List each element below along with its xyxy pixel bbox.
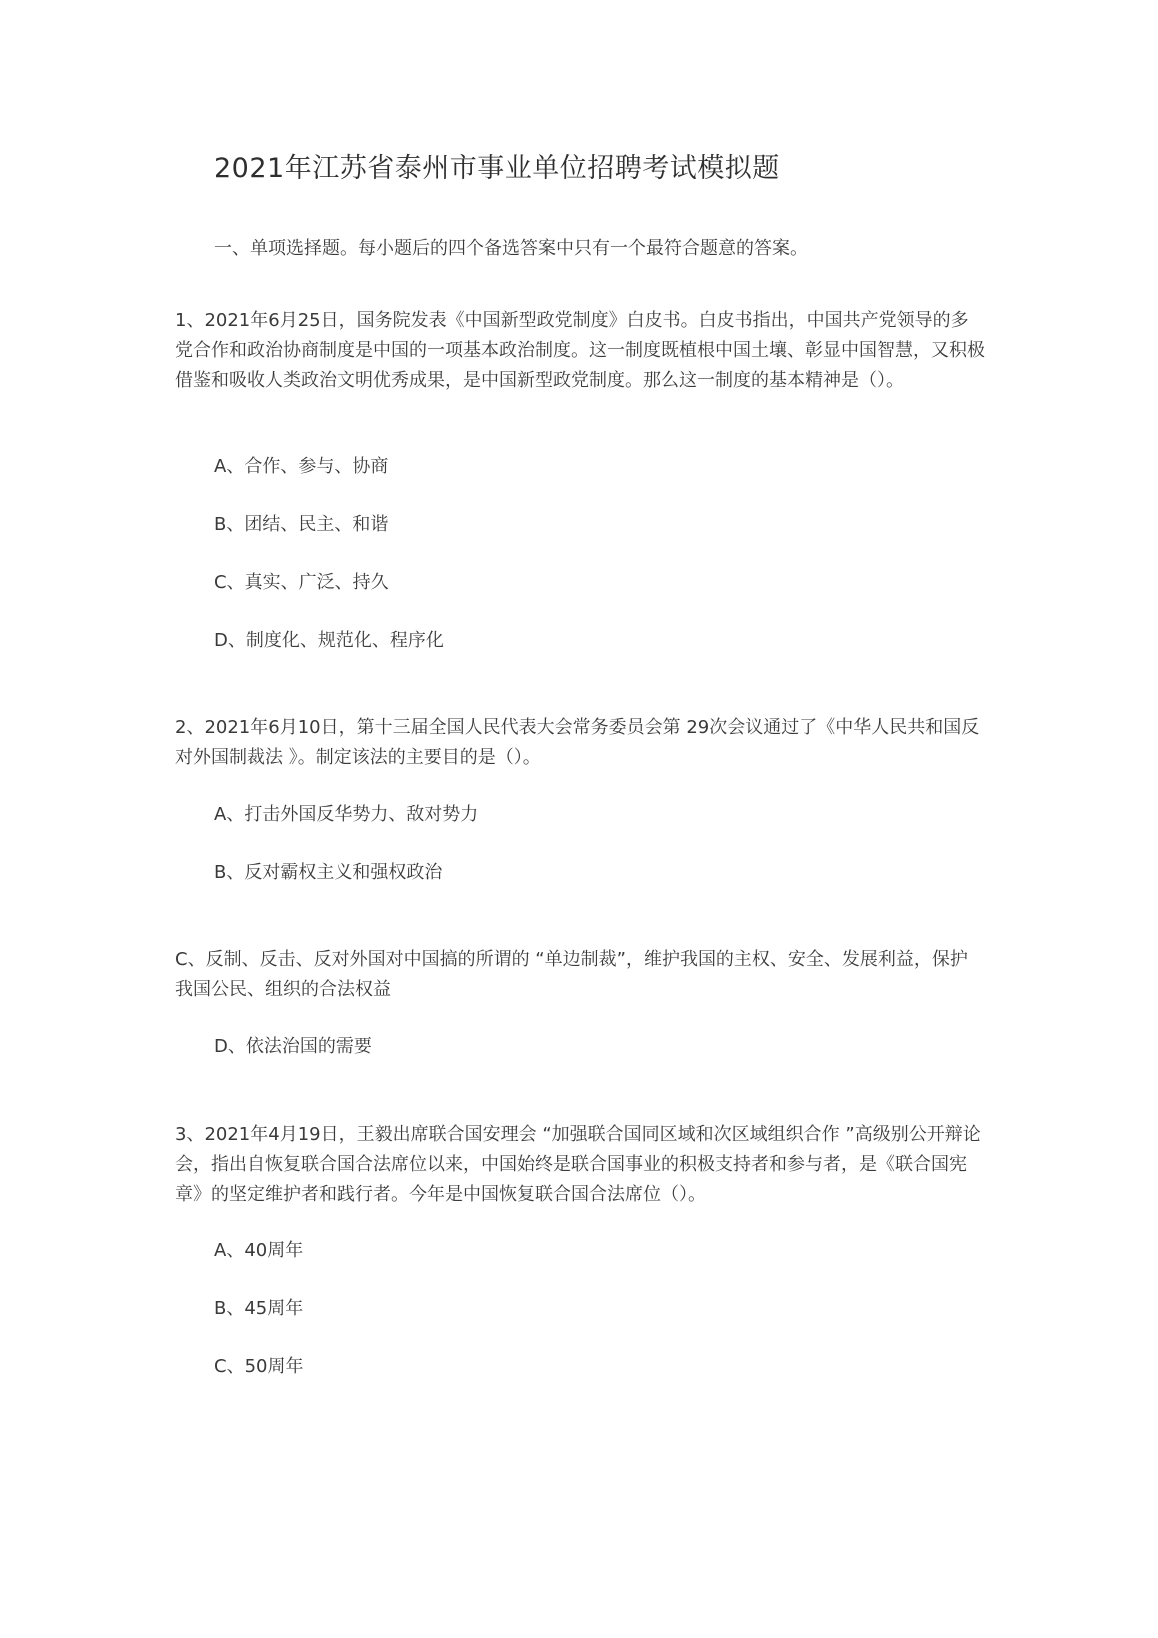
question-1-option-b: B、团结、民主、和谐: [214, 514, 389, 535]
question-3-option-a: A、40周年: [214, 1240, 304, 1261]
question-3-option-c: C、50周年: [214, 1356, 304, 1377]
question-1-option-c: C、真实、广泛、持久: [214, 572, 389, 593]
question-2-stem: 2、2021年6月10日，第十三届全国人民代表大会常务委员会第 29次会议通过了《中华人民共和国反对外国制裁法 》。制定该法的主要目的是（）。: [175, 717, 980, 768]
question-3-option-b: B、45周年: [214, 1298, 304, 1319]
section-heading: 一、单项选择题。每小题后的四个备选答案中只有一个最符合题意的答案。: [214, 238, 808, 259]
question-2-option-d: D、依法治国的需要: [214, 1036, 372, 1057]
question-1-stem: 1、2021年6月25日，国务院发表《中国新型政党制度》白皮书。白皮书指出，中国共产党领导的多党合作和政治协商制度是中国的一项基本政治制度。这一制度既植根中国土壤、彰显中国智慧，又积极借鉴和吸收人类政治文明优秀成果，是中国新型政党制度。那么这一制度的基本精神是（）。: [175, 310, 985, 391]
page-title: 2021年江苏省泰州市事业单位招聘考试模拟题: [214, 153, 780, 184]
question-1-option-d: D、制度化、规范化、程序化: [214, 630, 444, 651]
question-2-option-b: B、反对霸权主义和强权政治: [214, 862, 443, 883]
question-1-option-a: A、合作、参与、协商: [214, 456, 389, 477]
question-2-option-a: A、打击外国反华势力、敌对势力: [214, 804, 479, 825]
question-2-option-c: C、反制、反击、反对外国对中国搞的所谓的 “单边制裁”，维护我国的主权、安全、发展利益，保护我国公民、组织的合法权益: [175, 949, 968, 1000]
question-3-stem: 3、2021年4月19日，王毅出席联合国安理会 “加强联合国同区域和次区域组织合作 ”高级别公开辩论会，指出自恢复联合国合法席位以来，中国始终是联合国事业的积极支持者和参与者，是《联合国宪章》的坚定维护者和践行者。今年是中国恢复联合国合法席位（）。: [175, 1124, 981, 1205]
